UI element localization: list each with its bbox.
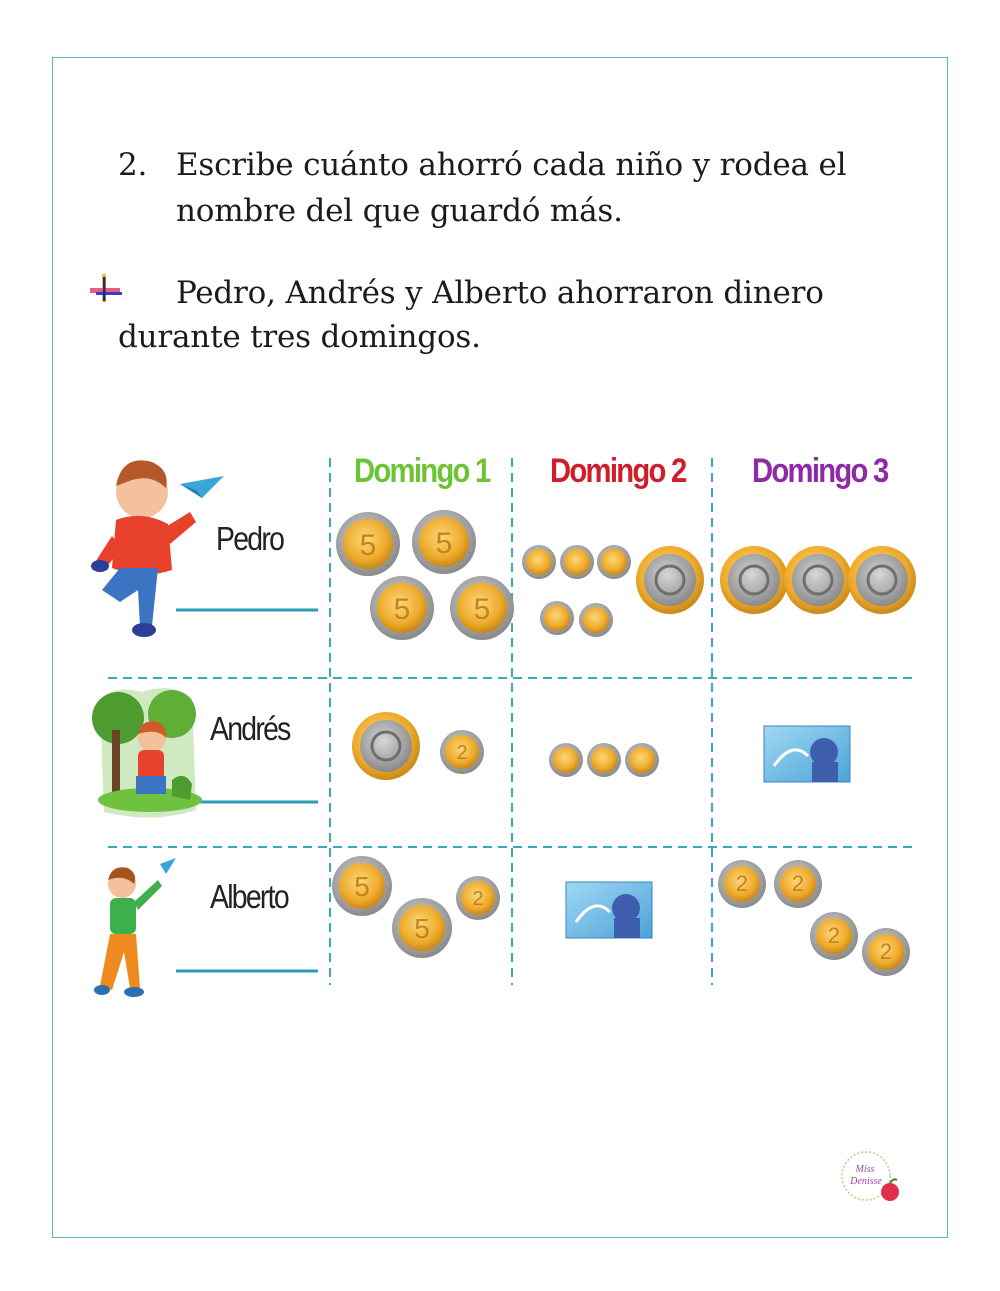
alberto-domingo1-coins xyxy=(332,856,500,958)
statement-line-1: Pedro, Andrés y Alberto ahorraron dinero xyxy=(176,275,824,311)
answer-lines xyxy=(176,610,318,971)
heading-domingo-2: Domingo 2 xyxy=(550,452,686,490)
heading-domingo-3: Domingo 3 xyxy=(752,452,888,490)
name-alberto: Alberto xyxy=(210,878,288,915)
pedro-domingo3-coins xyxy=(720,546,916,614)
svg-text:2: 2 xyxy=(456,742,468,764)
alberto-illustration xyxy=(94,858,176,997)
andres-domingo2-coins xyxy=(549,743,659,777)
question-number: 2. xyxy=(118,147,148,183)
question-line-1: Escribe cuánto ahorró cada niño y rodea el xyxy=(176,147,847,183)
name-pedro: Pedro xyxy=(216,520,284,557)
heading-domingo-1: Domingo 1 xyxy=(354,452,490,490)
svg-text:2: 2 xyxy=(827,923,841,948)
miss-denisse-logo xyxy=(838,1148,906,1208)
svg-text:2: 2 xyxy=(472,888,484,910)
svg-text:5: 5 xyxy=(473,593,491,626)
savings-table xyxy=(72,440,932,1040)
svg-text:5: 5 xyxy=(393,593,411,626)
alberto-domingo3-coins xyxy=(718,860,910,976)
andres-domingo1-coins xyxy=(352,712,484,780)
question-line-2: nombre del que guardó más. xyxy=(176,193,623,229)
svg-text:2: 2 xyxy=(879,939,893,964)
statement-line-2: durante tres domingos. xyxy=(118,319,481,355)
name-andres: Andrés xyxy=(210,710,290,747)
pedro-domingo1-coins xyxy=(336,510,514,640)
svg-text:5: 5 xyxy=(359,529,377,562)
svg-text:2: 2 xyxy=(735,871,749,896)
svg-text:2: 2 xyxy=(791,871,805,896)
alberto-domingo2-bill xyxy=(566,882,652,938)
bullet-cross-icon xyxy=(88,272,122,306)
svg-text:5: 5 xyxy=(435,527,453,560)
table-graphics xyxy=(72,440,932,1040)
svg-text:5: 5 xyxy=(414,913,430,944)
logo-line-2: Denisse xyxy=(850,1176,882,1187)
andres-domingo3-bill xyxy=(764,726,850,782)
pedro-domingo2-coins xyxy=(522,545,704,637)
andres-illustration xyxy=(92,688,202,817)
logo-line-1: Miss xyxy=(855,1164,875,1175)
svg-text:5: 5 xyxy=(354,871,370,902)
